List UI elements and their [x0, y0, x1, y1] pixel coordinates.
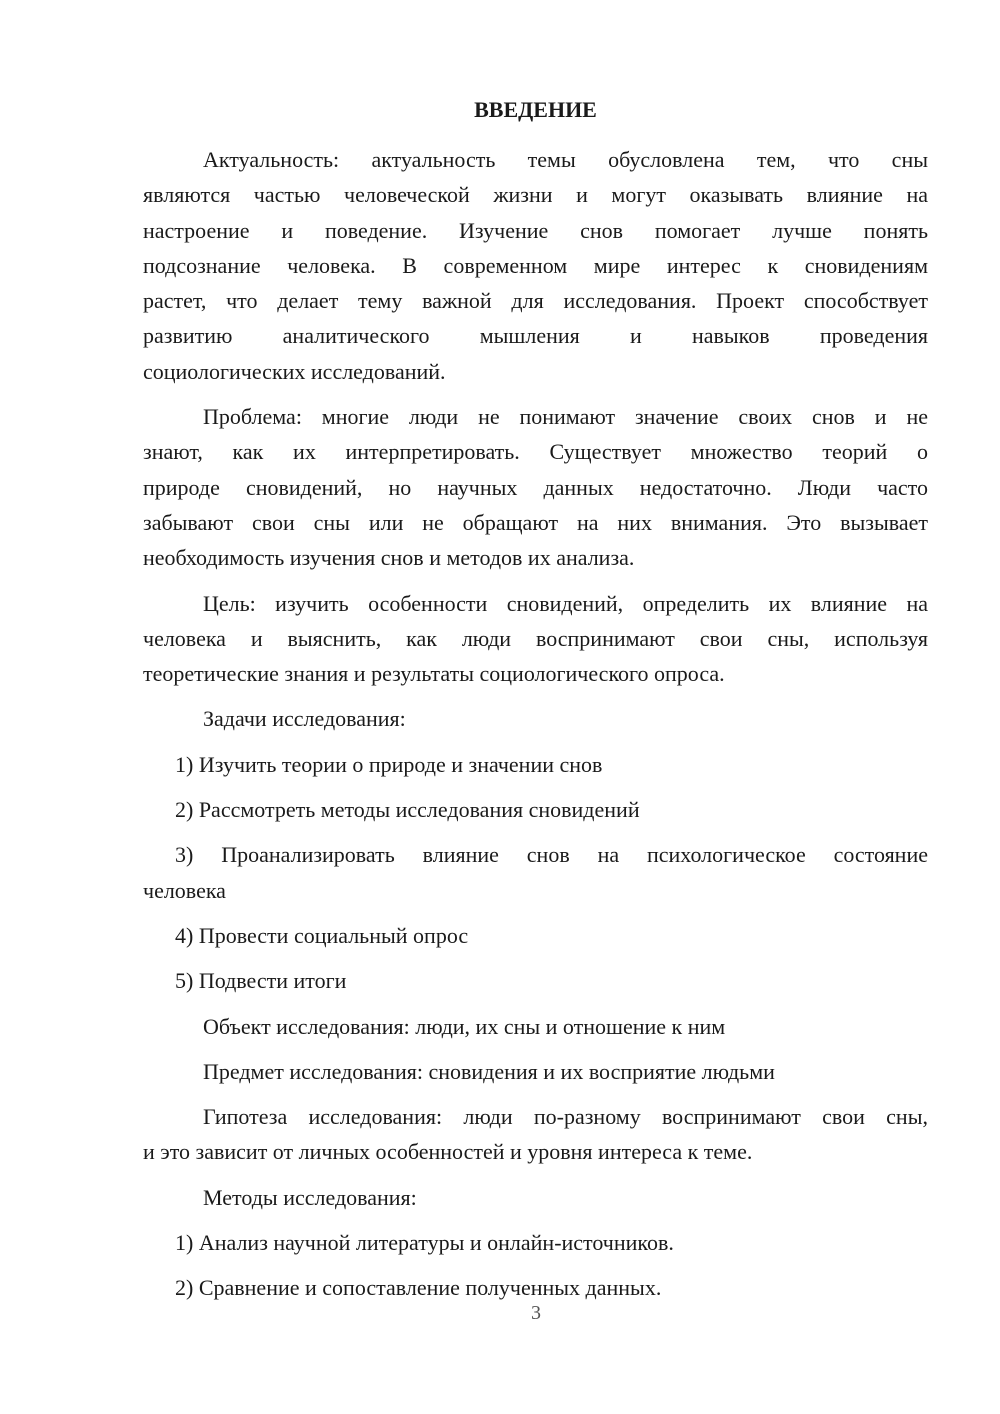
- list-item: [143, 963, 928, 998]
- paragraph: [143, 1054, 928, 1089]
- text-line: Методы исследования:: [203, 1184, 417, 1210]
- text-line: настроение и поведение. Изучение снов помогает лучше понять: [143, 217, 928, 243]
- text-line: знают, как их интерпретировать. Существует множество теорий о: [143, 439, 928, 465]
- list-item: [143, 1225, 928, 1260]
- paragraph: [143, 1180, 928, 1215]
- text-line: теоретические знания и результаты социологического опроса.: [143, 661, 725, 687]
- text-line: 1) Изучить теории о природе и значении снов: [175, 751, 603, 777]
- text-line: Задачи исследования:: [203, 706, 406, 732]
- text-line: 1) Анализ научной литературы и онлайн-источников.: [175, 1230, 674, 1256]
- text-line: 2) Рассмотреть методы исследования сновидений: [175, 797, 640, 823]
- text-line: Цель: изучить особенности сновидений, определить их влияние на: [203, 590, 928, 616]
- paragraph: [143, 142, 928, 389]
- list-item: [143, 918, 928, 953]
- text-line: Гипотеза исследования: люди по-разному воспринимают свои сны,: [203, 1104, 928, 1130]
- text-line: человека: [143, 877, 226, 903]
- section-title: ВВЕДЕНИЕ: [474, 97, 597, 122]
- text-line: 5) Подвести итоги: [175, 968, 347, 994]
- text-line: Проблема: многие люди не понимают значение своих снов и не: [203, 404, 928, 430]
- text-line: растет, что делает тему важной для исследования. Проект способствует: [143, 288, 928, 314]
- text-line: и это зависит от личных особенностей и уровня интереса к теме.: [143, 1139, 753, 1165]
- text-line: 2) Сравнение и сопоставление полученных данных.: [175, 1275, 662, 1301]
- text-line: Предмет исследования: сновидения и их восприятие людьми: [203, 1058, 775, 1084]
- text-line: подсознание человека. В современном мире интерес к сновидениям: [143, 252, 928, 278]
- paragraph: [143, 1009, 928, 1044]
- paragraph: [143, 399, 928, 575]
- text-line: забывают свои сны или не обращают на них внимания. Это вызывает: [143, 509, 928, 535]
- document-body: [143, 142, 928, 1306]
- text-line: природе сновидений, но научных данных недостаточно. Люди часто: [143, 474, 928, 500]
- text-line: развитию аналитического мышления и навыков проведения: [143, 323, 928, 349]
- paragraph: [143, 701, 928, 736]
- list-item: [143, 792, 928, 827]
- text-line: социологических исследований.: [143, 358, 446, 384]
- text-line: необходимость изучения снов и методов их анализа.: [143, 545, 635, 571]
- list-item: [143, 747, 928, 782]
- paragraph: [143, 1099, 928, 1170]
- text-line: 3) Проанализировать влияние снов на психологическое состояние: [175, 842, 928, 868]
- text-line: Объект исследования: люди, их сны и отношение к ним: [203, 1013, 726, 1039]
- list-item: [143, 837, 928, 908]
- text-line: 4) Провести социальный опрос: [175, 922, 469, 948]
- page-number: 3: [531, 1302, 541, 1324]
- list-item: [143, 1270, 928, 1305]
- text-line: Актуальность: актуальность темы обусловлена тем, что сны: [203, 147, 928, 172]
- paragraph: [143, 586, 928, 692]
- text-line: человека и выяснить, как люди воспринимают свои сны, используя: [143, 625, 928, 651]
- document-page: [143, 92, 928, 1316]
- text-line: являются частью человеческой жизни и могут оказывать влияние на: [143, 182, 928, 208]
